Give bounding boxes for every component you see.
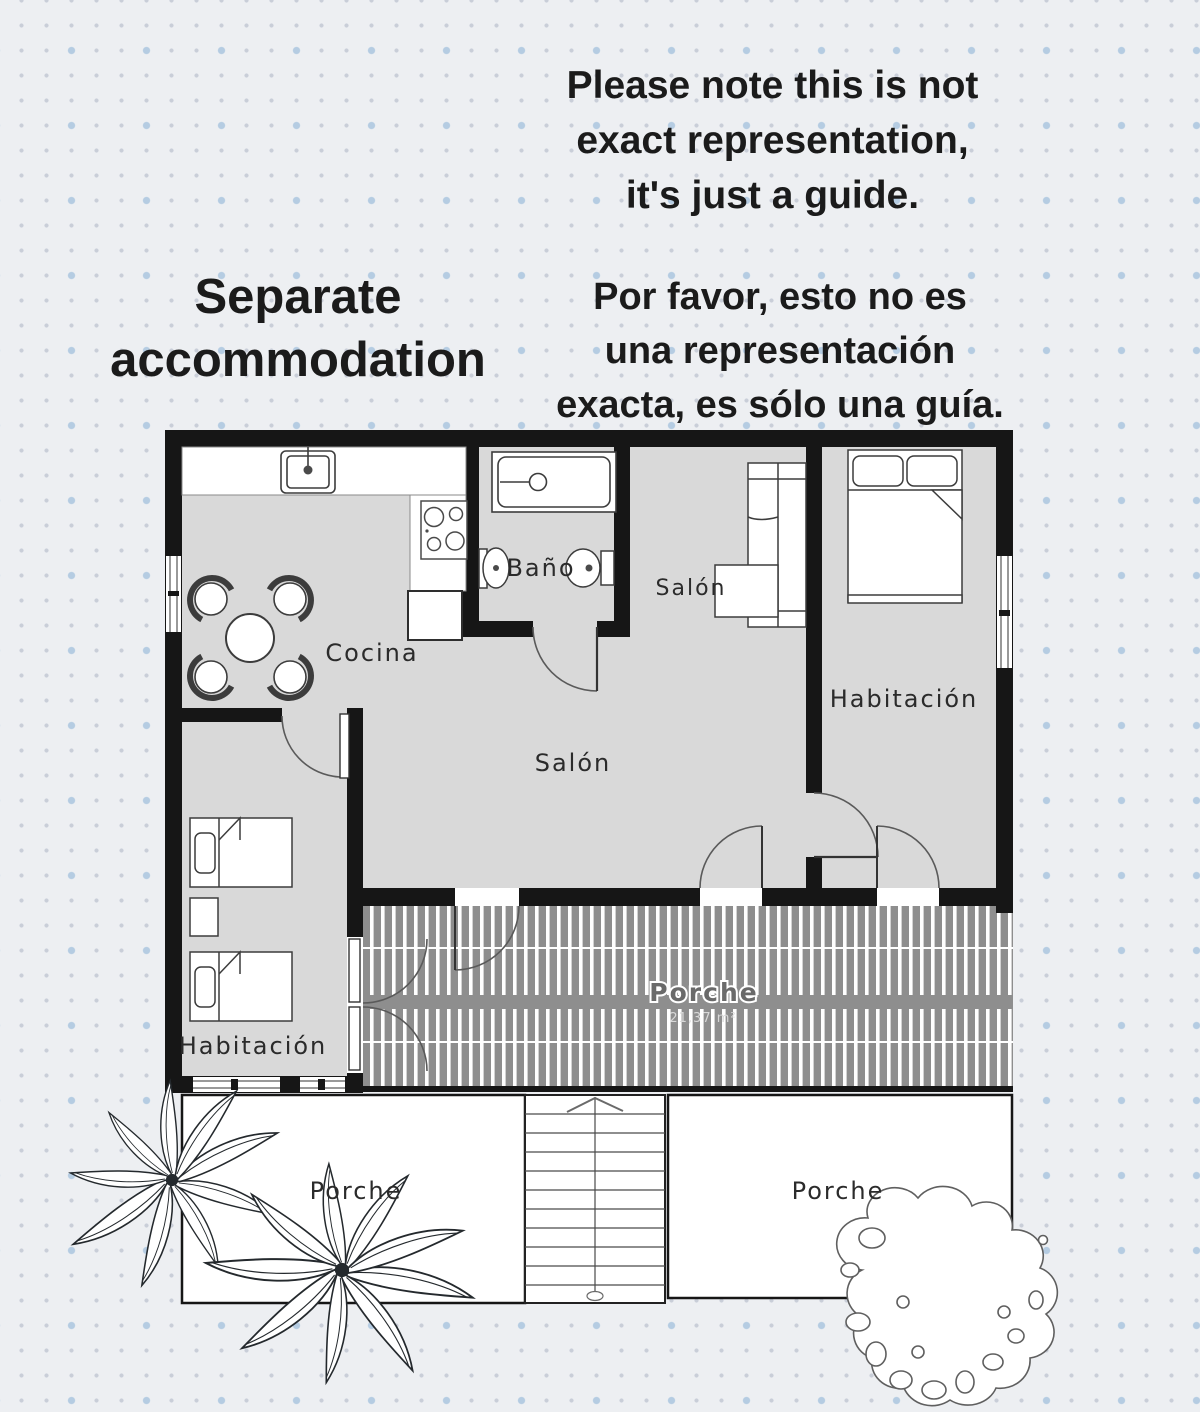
label-living-top: Salón xyxy=(655,576,727,601)
window-bedroom-left-2 xyxy=(300,1077,345,1092)
note-spanish-line3: exacta, es sólo una guía. xyxy=(556,384,1004,426)
label-living-main: Salón xyxy=(534,749,612,777)
stairs xyxy=(525,1095,665,1303)
single-bed-1 xyxy=(190,818,292,887)
label-deck-area: 21,37 m² xyxy=(669,1011,737,1026)
label-kitchen: Cocina xyxy=(325,639,419,667)
round-tree xyxy=(837,1186,1058,1405)
note-english-line2: exact representation, xyxy=(576,119,969,162)
pillow xyxy=(907,456,957,486)
page-title-line2: accommodation xyxy=(110,333,486,387)
pillow xyxy=(195,833,215,873)
nightstand xyxy=(190,898,218,936)
stove xyxy=(421,501,467,559)
kitchen-appliance xyxy=(408,591,462,640)
bathtub xyxy=(492,452,616,512)
label-bedroom-right: Habitación xyxy=(829,685,979,713)
label-porch-left: Porche xyxy=(309,1177,403,1205)
wash-basin xyxy=(479,548,509,588)
window-right-wall xyxy=(997,556,1012,668)
window-bedroom-left-1 xyxy=(193,1077,280,1092)
page-title-line1: Separate xyxy=(194,270,402,324)
note-english-line1: Please note this is not xyxy=(566,64,979,107)
pillow xyxy=(195,967,215,1007)
double-bed xyxy=(848,450,962,603)
window-left-wall xyxy=(166,556,181,632)
note-spanish-line2: una representación xyxy=(604,330,956,372)
kitchen-sink xyxy=(281,447,335,493)
label-porch-right: Porche xyxy=(791,1177,885,1205)
label-deck: Porche xyxy=(649,978,759,1007)
dining-table xyxy=(226,614,274,662)
single-bed-2 xyxy=(190,952,292,1021)
label-bathroom: Baño xyxy=(506,554,576,582)
note-english-line3: it's just a guide. xyxy=(625,174,920,217)
note-spanish-line1: Por favor, esto no es xyxy=(593,276,967,318)
label-bedroom-left: Habitación xyxy=(178,1032,328,1060)
pillow xyxy=(853,456,903,486)
